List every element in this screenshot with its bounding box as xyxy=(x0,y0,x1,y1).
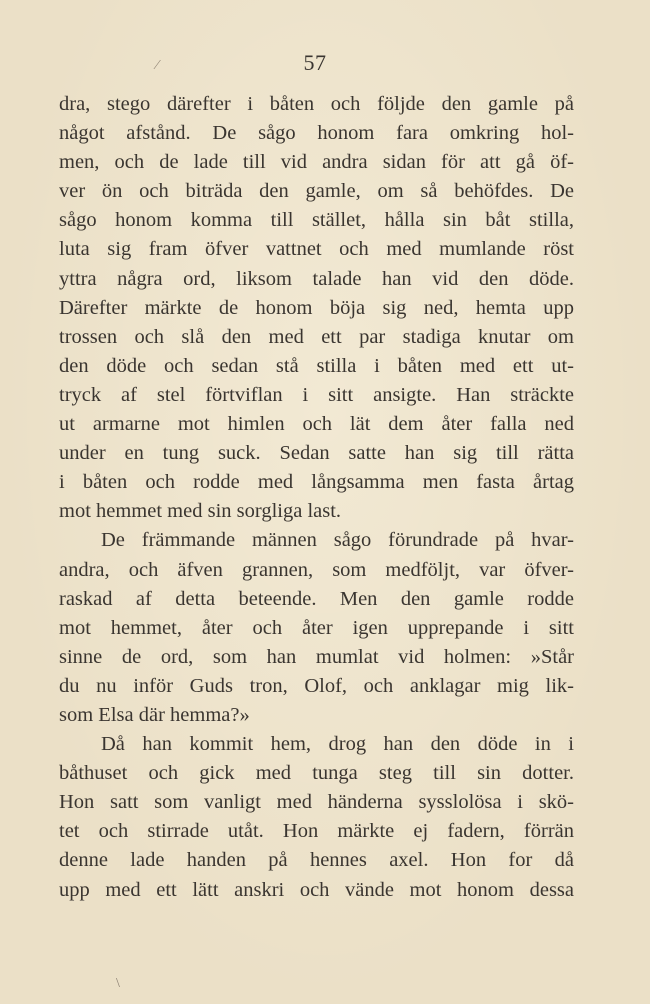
text-line: mot hemmet, åter och åter igen upprepande i sitt xyxy=(59,616,574,639)
text-line: Då han kommit hem, drog han den döde in i xyxy=(101,733,574,756)
page-number: 57 xyxy=(303,50,327,75)
text-line: sågo honom komma till stället, hålla sin båt stilla, xyxy=(59,209,574,232)
text-line: Därefter märkte de honom böja sig ned, hemta upp xyxy=(59,296,574,319)
margin-mark-icon: ⁄ xyxy=(156,58,159,73)
text-line: den döde och sedan stå stilla i båten med ett ut- xyxy=(59,354,574,377)
text-line: något afstånd. De sågo honom fara omkring hol- xyxy=(59,122,574,145)
text-line: i båten och rodde med långsamma men fasta årtag xyxy=(59,471,574,494)
text-line: du nu inför Guds tron, Olof, och anklagar mig lik- xyxy=(59,674,574,697)
body-text xyxy=(59,90,574,905)
text-line: raskad af detta beteende. Men den gamle rodde xyxy=(59,587,574,610)
text-line: trossen och slå den med ett par stadiga knutar om xyxy=(59,325,574,348)
text-line: men, och de lade till vid andra sidan för att gå öf- xyxy=(59,151,574,174)
text-line: upp med ett lätt anskri och vände mot honom dessa xyxy=(59,878,574,901)
text-line: som Elsa där hemma?» xyxy=(59,703,250,726)
text-line: tryck af stel förtviflan i sitt ansigte. Han sträckte xyxy=(59,383,574,406)
text-line: denne lade handen på hennes axel. Hon for då xyxy=(59,849,574,872)
text-line: andra, och äfven grannen, som medföljt, var öfver- xyxy=(59,558,574,581)
text-line: ver ön och biträda den gamle, om så behöfdes. De xyxy=(59,180,574,203)
text-line: Hon satt som vanligt med händerna sysslolösa i skö- xyxy=(59,791,574,814)
text-line: tet och stirrade utåt. Hon märkte ej fadern, förrän xyxy=(59,820,574,843)
text-line: dra, stego därefter i båten och följde den gamle på xyxy=(59,93,574,115)
text-line: yttra några ord, liksom talade han vid den döde. xyxy=(59,267,574,290)
text-line: båthuset och gick med tunga steg till sin dotter. xyxy=(59,762,574,785)
margin-mark-icon: \ xyxy=(116,976,120,991)
text-line: under en tung suck. Sedan satte han sig till rätta xyxy=(59,442,574,465)
text-line: ut armarne mot himlen och lät dem åter falla ned xyxy=(59,413,574,436)
text-line: luta sig fram öfver vattnet och med mumlande röst xyxy=(59,238,574,261)
text-line: De främmande männen sågo förundrade på hvar- xyxy=(101,529,574,552)
text-line: mot hemmet med sin sorgliga last. xyxy=(59,500,342,523)
text-line: sinne de ord, som han mumlat vid holmen: »Står xyxy=(59,645,574,668)
